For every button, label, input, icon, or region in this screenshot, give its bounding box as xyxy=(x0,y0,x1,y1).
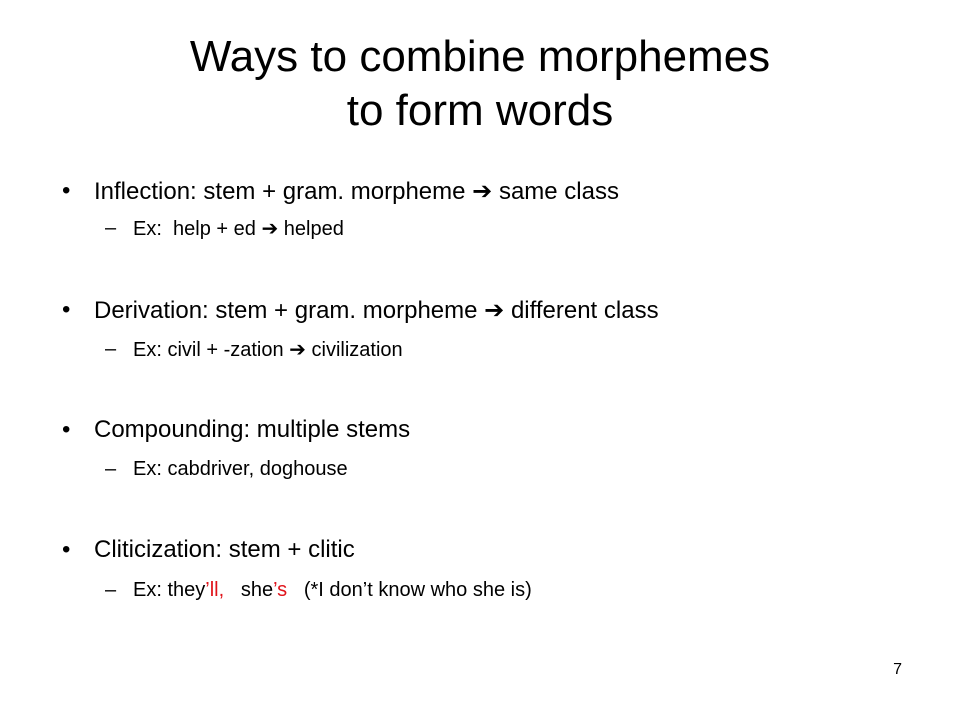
bullet-lead: Inflection: stem + gram. morpheme xyxy=(94,178,466,205)
bullet-text xyxy=(94,295,659,326)
sub-tail: civilization xyxy=(311,339,403,361)
sub-dash: – xyxy=(105,579,117,601)
sub-dash: – xyxy=(105,338,117,360)
clitic-ll: ’ll, xyxy=(205,579,225,601)
sub-tail: helped xyxy=(283,218,344,240)
bullet-tail: same class xyxy=(498,178,619,205)
right-arrow-icon: ➔ xyxy=(472,177,493,205)
slide-title-line-2: to form words xyxy=(346,86,614,135)
sub-text xyxy=(133,578,532,602)
sub-lead: Ex: civil + -zation xyxy=(133,339,284,361)
right-arrow-icon: ➔ xyxy=(261,216,279,240)
page-number: 7 xyxy=(893,661,902,678)
sub-text xyxy=(133,337,403,362)
sub-dash: – xyxy=(105,458,117,480)
bullet-tail: different class xyxy=(510,297,659,324)
bullet-dot: • xyxy=(62,177,71,204)
slide-title xyxy=(80,30,880,138)
sub-text xyxy=(133,216,344,241)
bullet-text xyxy=(94,176,619,207)
sub-mid: she xyxy=(240,579,274,601)
sub-lead: Ex: help + ed xyxy=(133,218,256,240)
bullet-dot: • xyxy=(62,536,71,563)
right-arrow-icon: ➔ xyxy=(484,296,505,324)
bullet-text: Compounding: multiple stems xyxy=(94,416,411,443)
bullet-lead: Derivation: stem + gram. morpheme xyxy=(94,297,478,324)
right-arrow-icon: ➔ xyxy=(289,337,306,361)
clitic-s: ’s xyxy=(273,579,288,601)
sub-suffix: (*I don’t know who she is) xyxy=(303,579,532,601)
sub-prefix: Ex: they xyxy=(133,579,206,601)
bullet-dot: • xyxy=(62,296,71,323)
bullet-text: Cliticization: stem + clitic xyxy=(94,536,355,563)
slide-title-line-1: Ways to combine morphemes xyxy=(189,32,771,81)
bullet-dot: • xyxy=(62,416,71,443)
sub-dash: – xyxy=(105,217,117,239)
sub-text: Ex: cabdriver, doghouse xyxy=(133,458,348,480)
